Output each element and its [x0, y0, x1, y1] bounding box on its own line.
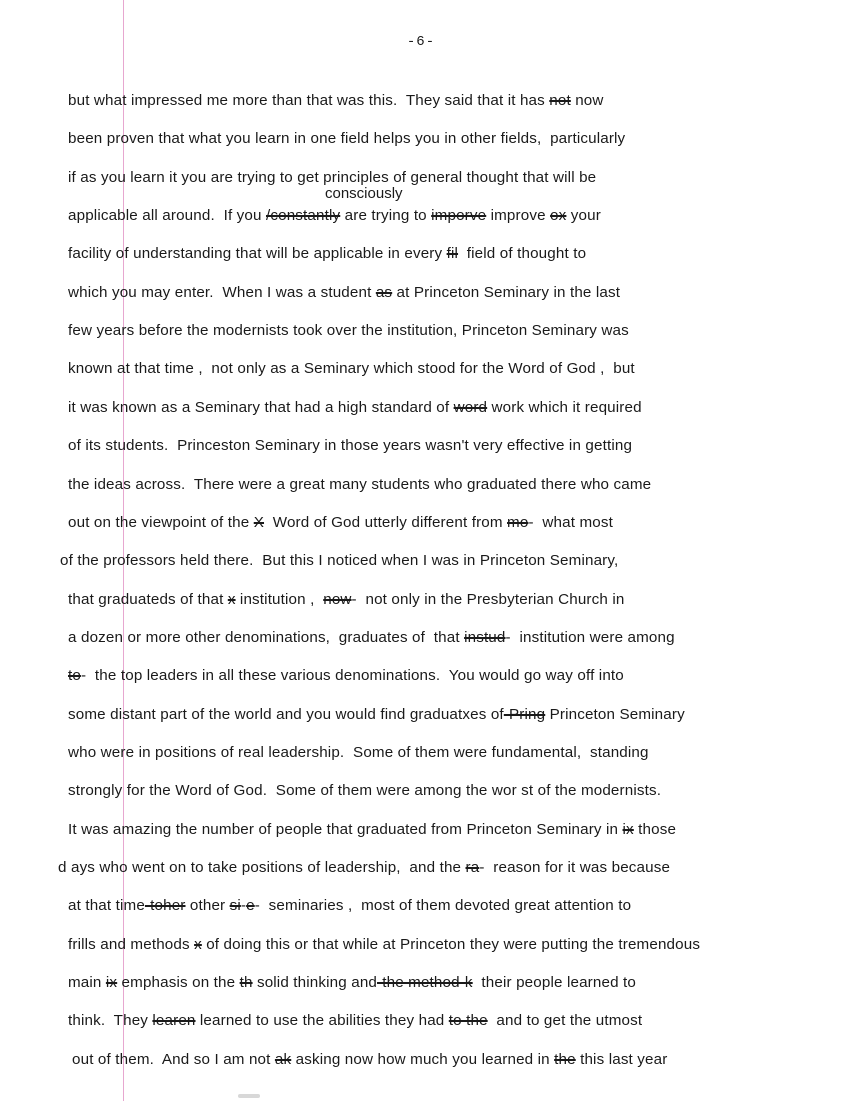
text-line: [68, 283, 620, 303]
struck-out-text: fil: [446, 245, 459, 263]
struck-out-text: mo: [507, 513, 529, 531]
text-line: [68, 743, 649, 763]
text-line: [68, 935, 700, 955]
text-line: [68, 628, 675, 648]
struck-out-text: x: [194, 935, 202, 953]
struck-out-text: X: [253, 513, 265, 531]
text-line: [68, 398, 642, 418]
struck-out-text: as: [375, 283, 393, 301]
line-text: if as you learn it you are trying to get principles of general thought that will be: [68, 168, 597, 186]
line-text: this last year: [575, 1050, 668, 1068]
line-text: at that time: [68, 897, 145, 915]
struck-out-text: not: [549, 92, 571, 109]
text-line: [60, 551, 618, 571]
text-line: [72, 1050, 667, 1070]
text-line: [68, 820, 676, 840]
text-line: [68, 168, 596, 188]
line-text: their people learned to: [472, 974, 637, 992]
text-line: [68, 129, 625, 149]
text-line: [68, 475, 651, 495]
line-text: It was amazing the number of people that graduated from Princeton Seminary in: [68, 820, 623, 838]
line-text: out on the viewpoint of the: [68, 513, 254, 531]
struck-out-text: to: [68, 667, 81, 685]
text-line: [68, 206, 601, 226]
line-text: think. They: [68, 1012, 153, 1030]
struck-out-text: ix: [105, 974, 118, 992]
line-text: Word of God utterly different from: [264, 513, 508, 531]
struck-out-text: word: [453, 398, 488, 416]
line-text: applicable all around. If you: [68, 207, 266, 225]
text-line: [68, 1011, 642, 1031]
line-text: institution ,: [235, 590, 324, 608]
struck-out-text: e: [246, 897, 255, 915]
line-text: main: [68, 974, 106, 992]
scan-smudge: [238, 1094, 260, 1098]
struck-out-text: -the method-k: [377, 974, 473, 992]
text-line: [68, 321, 629, 341]
struck-out-text: ox: [550, 207, 567, 225]
struck-out-text: to the: [448, 1012, 488, 1030]
struck-out-text: -toher: [144, 897, 186, 915]
line-text: field of thought to: [458, 245, 587, 263]
struck-out-text: /constantly: [266, 207, 341, 225]
struck-out-text: imporve: [431, 207, 487, 225]
text-line: [68, 781, 661, 801]
line-text: improve: [486, 207, 551, 225]
page-number: -6-: [406, 34, 436, 50]
line-text: out of them. And so I am not: [72, 1050, 275, 1068]
line-text: - not only in the Presbyterian Church in: [351, 590, 625, 608]
line-text: are trying to: [340, 207, 432, 225]
line-text: which you may enter. When I was a student: [68, 283, 376, 301]
line-text: - reason for it was because: [479, 859, 671, 876]
line-text: but what impressed me more than that was this. They said that it has: [68, 92, 550, 109]
line-text: - seminaries , most of them devoted great attention to: [254, 897, 632, 915]
struck-out-text: -Pring: [503, 705, 546, 723]
line-text: your: [566, 207, 601, 225]
line-text: solid thinking and: [252, 974, 378, 992]
text-line: [68, 666, 624, 686]
struck-out-text: the: [554, 1050, 576, 1068]
text-line: [68, 244, 586, 264]
line-text: work which it required: [487, 398, 642, 416]
struck-out-text: ra: [465, 859, 480, 876]
text-line: [68, 91, 604, 111]
line-text: the ideas across. There were a great many students who graduated there who came: [68, 475, 652, 493]
line-text: some distant part of the world and you would find graduatxes of: [68, 705, 504, 723]
line-text: who were in positions of real leadership. Some of them were fundamental, standing: [68, 743, 649, 761]
line-text: - what most: [528, 513, 613, 531]
line-text: other: [185, 897, 230, 915]
line-text: emphasis on the: [117, 974, 240, 992]
line-text: learned to use the abilities they had: [195, 1012, 449, 1030]
struck-out-text: instud: [464, 628, 506, 646]
line-text: a dozen or more other denominations, graduates of that: [68, 628, 465, 646]
struck-out-text: x: [227, 590, 236, 608]
line-text: - institution were among: [505, 628, 675, 646]
line-text: asking now how much you learned in: [291, 1050, 555, 1068]
text-line: [68, 973, 636, 993]
text-line: [68, 896, 631, 916]
handwritten-insertion: consciously: [325, 185, 403, 202]
line-text: few years before the modernists took over the institution, Princeton Seminary was: [68, 322, 629, 340]
line-text: frills and methods: [68, 935, 195, 953]
line-text: those: [633, 820, 677, 838]
line-text: -: [240, 897, 247, 915]
line-text: of doing this or that while at Princeton they were putting the tremendous: [201, 935, 701, 953]
line-text: at Princeton Seminary in the last: [392, 283, 621, 301]
text-line: [68, 590, 624, 610]
line-text: strongly for the Word of God. Some of them were among the wor st of the modernists.: [68, 782, 662, 800]
text-line: [68, 359, 635, 379]
struck-out-text: ix: [622, 820, 634, 838]
line-text: Princeton Seminary: [545, 705, 685, 723]
struck-out-text: now: [323, 590, 352, 608]
struck-out-text: th: [239, 974, 253, 992]
line-text: been proven that what you learn in one field helps you in other fields, particularly: [68, 130, 626, 148]
line-text: of its students. Princeston Seminary in those years wasn't very effective in getting: [68, 437, 633, 455]
text-line: [68, 436, 632, 456]
struck-out-text: learen: [152, 1012, 196, 1030]
line-text: that graduateds of that: [68, 590, 228, 608]
line-text: - the top leaders in all these various denominations. You would go way off into: [80, 667, 624, 685]
line-text: d ays who went on to take positions of leadership, and the: [58, 859, 466, 876]
struck-out-text: si: [229, 897, 241, 915]
line-text: and to get the utmost: [487, 1012, 643, 1030]
text-line: [58, 858, 670, 878]
text-line: [68, 705, 685, 725]
text-line: [68, 513, 613, 533]
struck-out-text: ak: [274, 1050, 292, 1068]
line-text: known at that time , not only as a Seminary which stood for the Word of God , but: [68, 360, 635, 378]
line-text: facility of understanding that will be applicable in every: [68, 245, 447, 263]
line-text: now: [570, 92, 604, 109]
line-text: it was known as a Seminary that had a high standard of: [68, 398, 454, 416]
line-text: of the professors held there. But this I noticed when I was in Princeton Seminary,: [60, 552, 619, 570]
